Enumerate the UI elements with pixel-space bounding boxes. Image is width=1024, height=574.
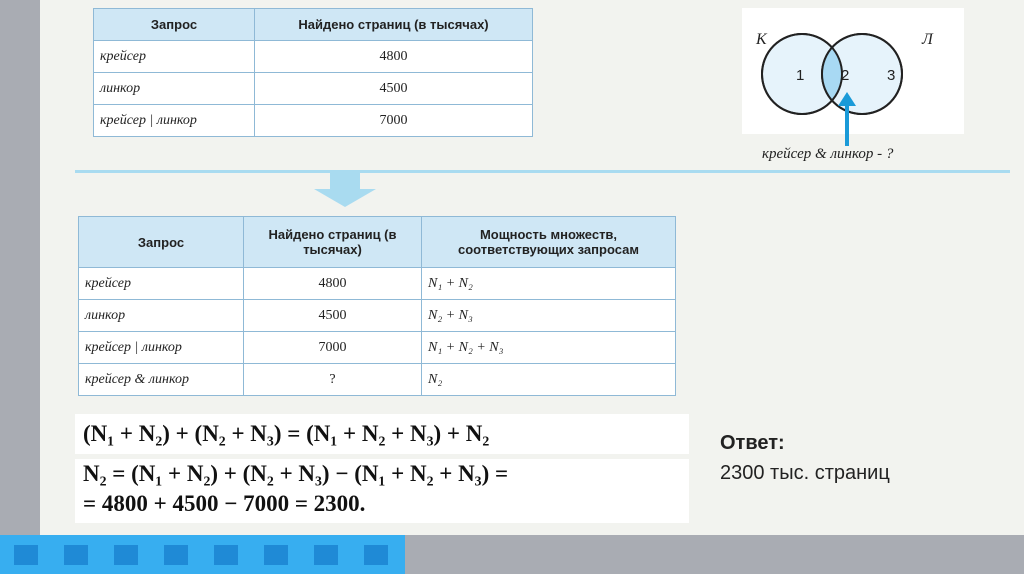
main-query-cell: крейсер | линкор [79, 332, 244, 364]
divider [75, 170, 1010, 173]
main-found-cell: 7000 [244, 332, 422, 364]
table-row [79, 268, 676, 300]
bottom-bar-gray [400, 535, 1024, 574]
venn-caption: крейсер & линкор - ? [762, 146, 894, 162]
main-found-cell: ? [244, 364, 422, 396]
bottom-square [64, 545, 88, 565]
formula-block-2 [75, 459, 689, 523]
top-header-query: Запрос [94, 9, 255, 41]
top-query-cell: линкор [94, 73, 255, 105]
main-header-power: Мощность множеств, соответствующих запросам [422, 217, 676, 268]
venn-label-l: Л [922, 31, 933, 48]
main-table [78, 216, 676, 396]
main-found-cell: 4800 [244, 268, 422, 300]
formula-line-1 [75, 414, 689, 454]
table-row [94, 41, 533, 73]
top-found-cell: 4800 [255, 41, 533, 73]
answer-title: Ответ: [720, 432, 785, 454]
top-table [93, 8, 533, 137]
bottom-square [114, 545, 138, 565]
formula-1-text: (N₁ + N₂) + (N₂ + N₃) = (N₁ + N₂ + N₃) + N₂ [83, 421, 490, 446]
table-row [79, 300, 676, 332]
bottom-bar-blue [0, 535, 405, 574]
formula-3-text: = 4800 + 4500 − 7000 = 2300. [83, 491, 366, 516]
formula-2-text: N₂ = (N₁ + N₂) + (N₂ + N₃) − (N₁ + N₂ + N₃) = [83, 461, 509, 486]
down-arrow-icon [312, 173, 378, 209]
top-header-found: Найдено страниц (в тысячах) [255, 9, 533, 41]
main-query-cell: крейсер & линкор [79, 364, 244, 396]
bottom-square [364, 545, 388, 565]
main-query-cell: крейсер [79, 268, 244, 300]
venn-label-k: К [756, 31, 767, 48]
table-row [94, 73, 533, 105]
top-found-cell: 4500 [255, 73, 533, 105]
main-power-cell: N₁ + N₂ + N₃ [422, 332, 676, 364]
top-query-cell: крейсер | линкор [94, 105, 255, 137]
main-query-cell: линкор [79, 300, 244, 332]
main-header-found: Найдено страниц (в тысячах) [244, 217, 422, 268]
main-header-query: Запрос [79, 217, 244, 268]
table-row [79, 332, 676, 364]
answer-text: 2300 тыс. страниц [720, 462, 890, 484]
bottom-square [314, 545, 338, 565]
main-power-cell: N₂ [422, 364, 676, 396]
table-row [79, 364, 676, 396]
bottom-square [214, 545, 238, 565]
bottom-square [14, 545, 38, 565]
table-row [94, 105, 533, 137]
venn-region-1: 1 [796, 67, 805, 84]
main-power-cell: N₂ + N₃ [422, 300, 676, 332]
venn-region-2: 2 [841, 67, 850, 84]
main-found-cell: 4500 [244, 300, 422, 332]
main-power-cell: N₁ + N₂ [422, 268, 676, 300]
top-query-cell: крейсер [94, 41, 255, 73]
bottom-square [164, 545, 188, 565]
up-arrow-icon [835, 90, 859, 146]
top-found-cell: 7000 [255, 105, 533, 137]
venn-region-3: 3 [887, 67, 896, 84]
left-decor-strip [0, 0, 40, 574]
bottom-square [264, 545, 288, 565]
